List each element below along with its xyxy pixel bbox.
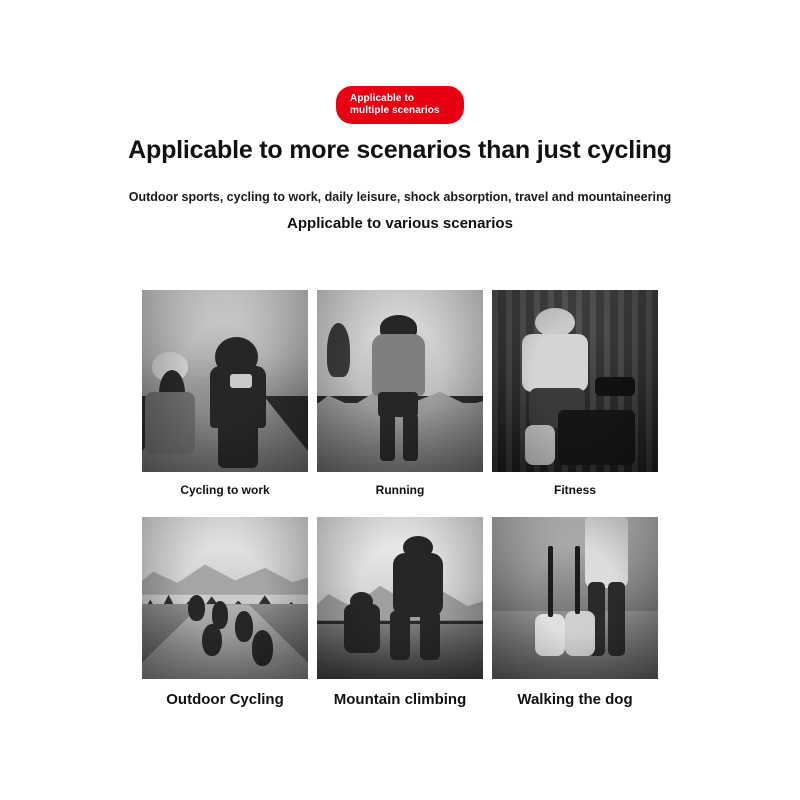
gallery-caption: Fitness	[553, 483, 596, 497]
gallery-item	[317, 290, 483, 517]
gallery-caption: Running	[375, 483, 425, 497]
cyclist-on-street-photo	[142, 290, 308, 472]
group-mountain-biking-photo	[142, 517, 308, 679]
man-lifting-dumbbell-gym-photo	[492, 290, 658, 472]
gallery-caption: Outdoor Cycling	[166, 691, 284, 708]
content-panel	[120, 0, 680, 800]
badge-row	[120, 86, 680, 124]
gallery-item	[492, 290, 658, 517]
gallery-item	[317, 517, 483, 725]
scenario-gallery	[142, 290, 658, 725]
page-title: Applicable to more scenarios than just cycling	[128, 136, 672, 164]
hikers-with-backpacks-photo	[317, 517, 483, 679]
gallery-caption: Cycling to work	[180, 483, 270, 497]
gallery-item	[142, 517, 308, 725]
status-badge: Applicable to multiple scenarios	[336, 86, 464, 124]
gallery-caption: Mountain climbing	[333, 691, 467, 708]
person-walking-two-dogs-photo	[492, 517, 658, 679]
page-tagline: Applicable to various scenarios	[287, 215, 513, 232]
gallery-item	[142, 290, 308, 517]
gallery-caption: Walking the dog	[517, 691, 633, 708]
gallery-item	[492, 517, 658, 725]
page-subtitle: Outdoor sports, cycling to work, daily leisure, shock absorption, travel and mountaineering	[128, 190, 672, 204]
runner-on-trail-photo	[317, 290, 483, 472]
